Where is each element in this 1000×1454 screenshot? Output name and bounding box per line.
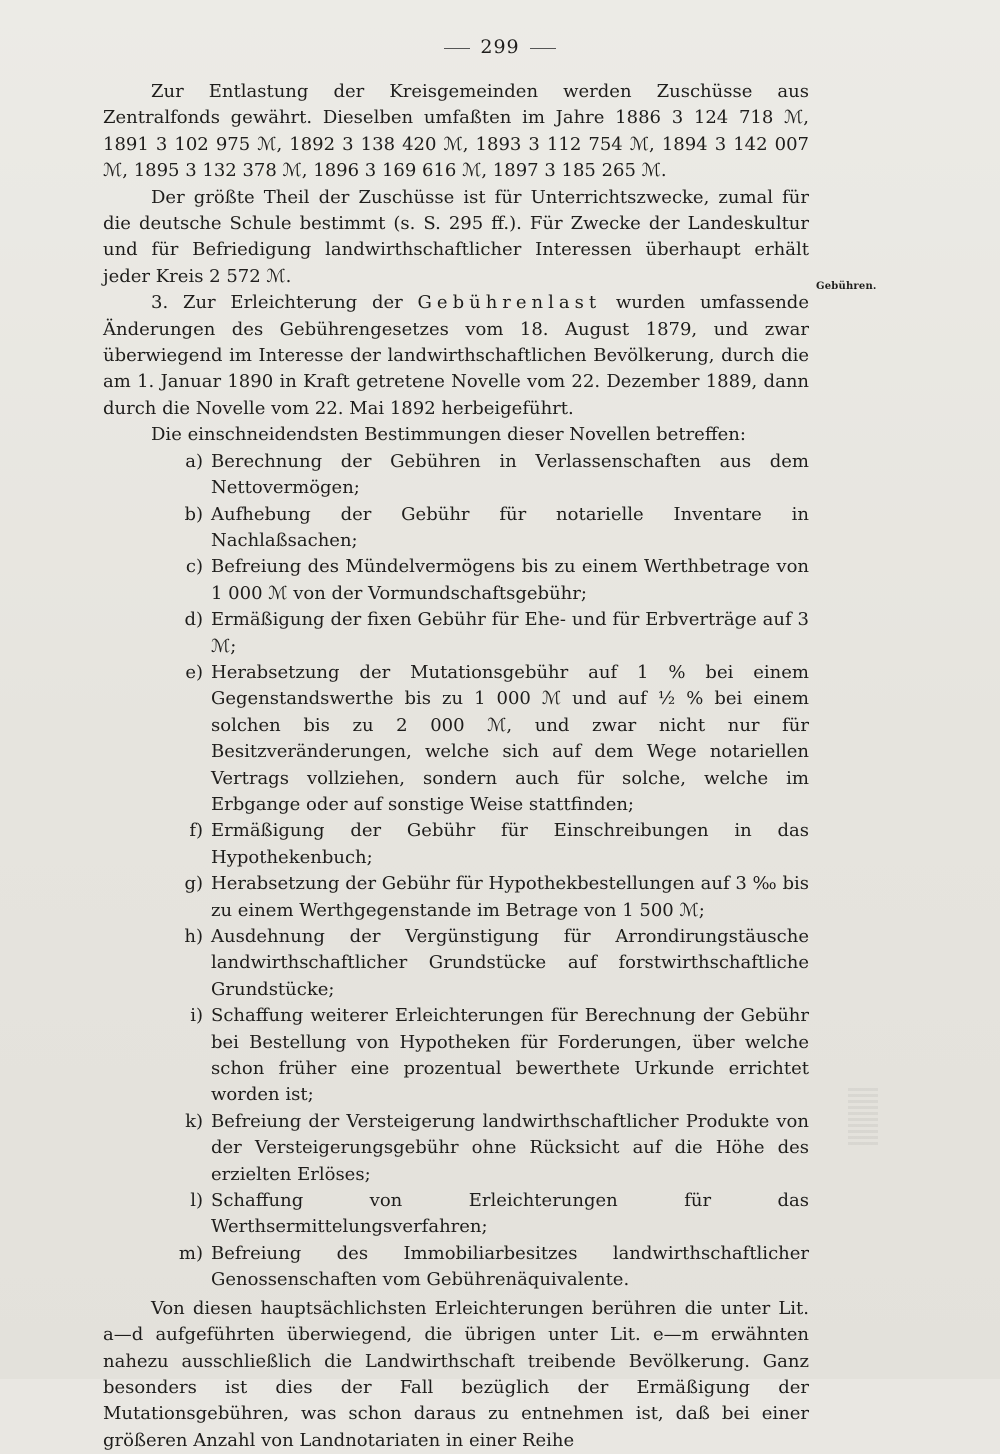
header-dash-right bbox=[530, 48, 556, 49]
page-number-header bbox=[0, 36, 1000, 58]
list-item-label: d) bbox=[184, 609, 203, 631]
print-bleed-mark bbox=[848, 1088, 878, 1148]
list-item-text: Ermäßigung der fixen Gebühr für Ehe- und für Erbverträge auf 3 ℳ; bbox=[211, 609, 809, 657]
paragraph-gebuehrenlast bbox=[103, 290, 809, 422]
section-3-body: wurden umfassende Änderungen des Gebührengesetzes vom 18. August 1879, und zwar überwiegend im Interesse der landwirthschaftlichen Bevölkerung, durch die am 1. Januar 1890 in Kraft getretene Novelle vom 22. Dezember 1889, dann durch die Novelle vom 22. Mai 1892 herbeigeführt. bbox=[103, 292, 809, 419]
list-item-label: h) bbox=[184, 926, 203, 947]
list-item-text: Aufhebung der Gebühr für notarielle Inventare in Nachlaßsachen; bbox=[211, 503, 809, 551]
list-item-label: m) bbox=[178, 1242, 203, 1264]
list-item bbox=[103, 607, 809, 660]
header-dash-left bbox=[444, 48, 470, 49]
list-item-text: Herabsetzung der Gebühr für Hypothekbestellungen auf 3 ‰ bis zu einem Werthgegenstande im Betrage von 1 500 ℳ; bbox=[211, 873, 809, 921]
list-item-label: l) bbox=[190, 1190, 203, 1212]
list-item bbox=[103, 502, 809, 555]
page-number: 299 bbox=[480, 36, 520, 58]
list-item bbox=[103, 449, 809, 502]
text-column bbox=[103, 79, 809, 1454]
list-item bbox=[103, 1003, 809, 1109]
list-item-label: b) bbox=[184, 503, 203, 525]
list-item-label: c) bbox=[185, 556, 203, 578]
list-item-text: Befreiung der Versteigerung landwirthschaftlicher Produkte von der Versteigerungsgebühr ohne Rücksicht auf die Höhe des erzielten Erlöses; bbox=[211, 1110, 809, 1185]
list-item-label: e) bbox=[185, 661, 203, 683]
list-item-label: g) bbox=[184, 873, 203, 895]
list-item-label: k) bbox=[185, 1110, 203, 1132]
list-item bbox=[103, 871, 809, 924]
list-item-text: Ausdehnung der Vergünstigung für Arrondirungstäusche landwirthschaftlicher Grundstücke auf forstwirthschaftliche Grundstücke; bbox=[211, 926, 809, 1000]
paragraph-unterricht: Der größte Theil der Zuschüsse ist für Unterrichtszwecke, zumal für die deutsche Schule bestimmt (s. S. 295 ff.). Für Zwecke der Landeskultur und für Befriedigung landwirthschaftlicher Interessen überhaupt erhält jeder Kreis 2 572 ℳ. bbox=[103, 186, 809, 287]
list-item-text: Ermäßigung der Gebühr für Einschreibungen in das Hypothekenbuch; bbox=[211, 820, 809, 868]
list-item-label: i) bbox=[190, 1005, 203, 1027]
list-item bbox=[103, 924, 809, 1003]
section-3-intro: 3. Zur Erleichterung der bbox=[151, 292, 403, 314]
list-item-text: Befreiung des Mündelvermögens bis zu einem Werthbetrage von 1 000 ℳ von der Vormundschaftsgebühr; bbox=[211, 556, 809, 604]
list-item-text: Schaffung von Erleichterungen für das Werthsermittelungsverfahren; bbox=[211, 1190, 809, 1238]
list-item bbox=[103, 818, 809, 871]
list-item-text: Befreiung des Immobiliarbesitzes landwirthschaftlicher Genossenschaften vom Gebührenäquivalente. bbox=[211, 1242, 809, 1291]
list-item-text: Berechnung der Gebühren in Verlassenschaften aus dem Nettovermögen; bbox=[211, 450, 809, 499]
list-item bbox=[103, 554, 809, 607]
paragraph-bestimmungen-intro: Die einschneidendsten Bestimmungen dieser Novellen betreffen: bbox=[151, 424, 746, 446]
paragraph-zuschuesse: Zur Entlastung der Kreisgemeinden werden Zuschüsse aus Zentralfonds gewährt. Dieselben umfaßten im Jahre 1886 3 124 718 ℳ, 1891 3 102 975 ℳ, 1892 3 138 420 ℳ, 1893 3 112 754 ℳ, 1894 3 142 007 ℳ, 1895 3 132 378 ℳ, 1896 3 169 616 ℳ, 1897 3 185 265 ℳ. bbox=[103, 81, 809, 182]
list-item-text: Herabsetzung der Mutationsgebühr auf 1 % bei einem Gegenstandswerthe bis zu 1 000 ℳ und auf ½ % bei einem solchen bis zu 2 000 ℳ, und zwar nicht nur für Besitzveränderungen, welche sich auf dem Wege notariellen Vertrags vollziehen, sondern auch für solche, welche im Erbgange oder auf sonstige Weise stattfinden; bbox=[211, 661, 809, 815]
list-item-label: a) bbox=[185, 450, 203, 472]
list-item bbox=[103, 660, 809, 818]
paragraph-schluss: Von diesen hauptsächlichsten Erleichterungen berühren die unter Lit. a—d aufgeführten überwiegend, die übrigen unter Lit. e—m erwähnten nahezu ausschließlich die Landwirthschaft treibende Bevölkerung. Ganz besonders ist dies der Fall bezüglich der Ermäßigung der Mutationsgebühren, was schon daraus zu entnehmen ist, daß bei einer größeren Anzahl von Landnotariaten in einer Reihe bbox=[103, 1297, 809, 1451]
spaced-term: Gebührenlast bbox=[417, 292, 602, 314]
list-item bbox=[103, 1109, 809, 1188]
provisions-list bbox=[103, 449, 809, 1294]
margin-note: Gebühren. bbox=[816, 281, 877, 292]
list-item-label: f) bbox=[189, 820, 203, 842]
list-item bbox=[103, 1188, 809, 1241]
list-item-text: Schaffung weiterer Erleichterungen für Berechnung der Gebühr bei Bestellung von Hypotheken für Forderungen, über welche schon früher eine prozentual bewerthete Urkunde errichtet worden ist; bbox=[211, 1005, 809, 1106]
list-item bbox=[103, 1241, 809, 1294]
